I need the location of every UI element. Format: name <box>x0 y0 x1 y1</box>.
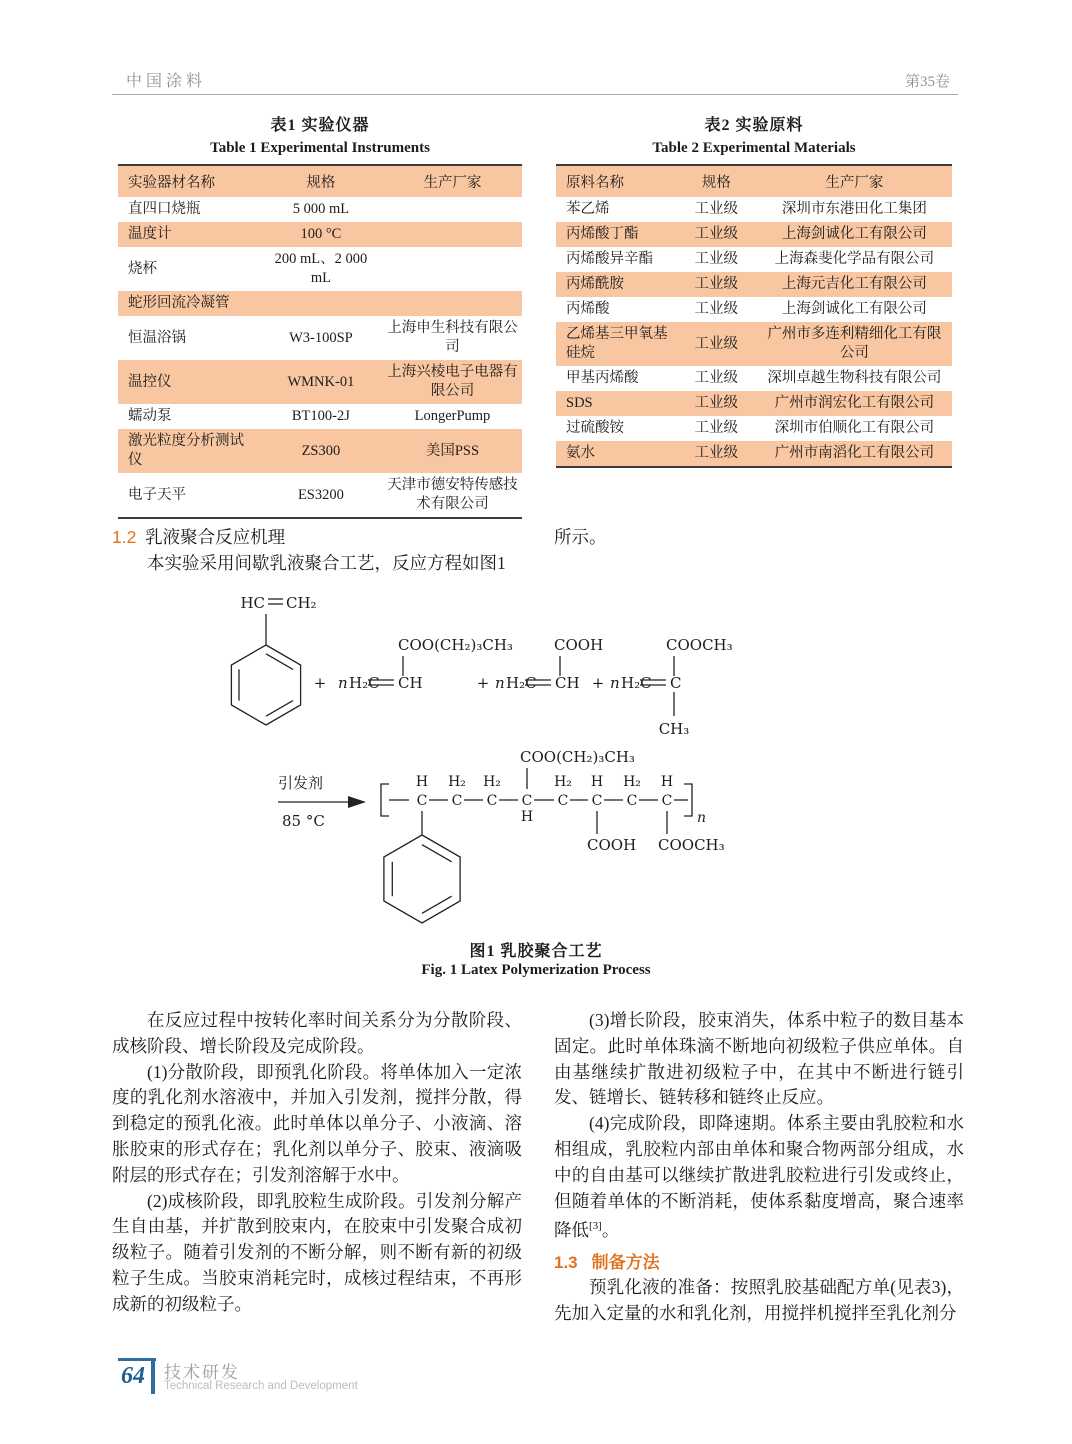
table-cell: 激光粒度分析测试仪 <box>118 429 259 473</box>
chem-label: C <box>451 793 463 809</box>
table-cell: 上海元吉化工有限公司 <box>757 272 952 297</box>
table-cell: 工业级 <box>676 322 757 366</box>
chem-label: H₂ <box>623 774 641 790</box>
table-cell: 电子天平 <box>128 486 186 503</box>
chem-label: H <box>520 809 534 825</box>
chem-label: CH <box>398 674 423 692</box>
left-column <box>112 1008 522 1327</box>
section-1-3-heading <box>554 1248 964 1273</box>
table-cell <box>259 291 383 316</box>
table-cell: 天津市德安特传感技术有限公司 <box>387 477 518 512</box>
table-cell: 广州市润宏化工有限公司 <box>757 391 952 416</box>
table-cell: 美国PSS <box>383 429 522 473</box>
table-cell: 100 °C <box>259 222 383 247</box>
methacrylate-monomer <box>610 636 733 738</box>
paragraph: (2)成核阶段，即乳胶粒生成阶段。引发剂分解产生自由基，并扩散到胶束内，在胶束中引发聚合成初级粒子。随着引发剂的不断分解，则不断有新的初级粒子生成。当胶束消耗完时，成核过程结束，不再形成新的初级粒子。 <box>112 1190 522 1314</box>
table-row <box>556 247 952 272</box>
right-column-intro <box>554 524 964 576</box>
section-number: 1.2 <box>112 527 137 547</box>
chem-label: n <box>495 674 505 692</box>
chem-label: H₂ <box>554 774 572 790</box>
table-cell: 温控仪 <box>118 360 259 404</box>
chem-label: CH <box>555 674 580 692</box>
table-row <box>556 416 952 441</box>
chem-label: C <box>416 793 428 809</box>
plus-sign: + <box>591 674 605 692</box>
chem-label: n <box>338 674 348 692</box>
paragraph: (1)分散阶段，即预乳化阶段。将单体加入一定浓度的乳化剂水溶液中，并加入引发剂，搅拌分散，得到稳定的预乳化液。此时单体以单分子、小液滴、溶胀胶束的形式存在；乳化剂以单分子、胶束、液滴吸附层的形式存在；引发剂溶解于水中。 <box>112 1061 522 1185</box>
table-cell: 广州市南滔化工有限公司 <box>757 441 952 467</box>
chem-label: CH₃ <box>658 720 690 738</box>
table-cell: 直四口烧瓶 <box>128 201 201 217</box>
chem-label: H <box>590 774 604 790</box>
table-row <box>118 429 522 473</box>
table-row <box>556 272 952 297</box>
chem-label: COOH <box>587 836 637 854</box>
chem-label: H <box>660 774 674 790</box>
temperature-label: 85 °C <box>282 812 325 830</box>
plus-sign: + <box>313 674 327 692</box>
table-header-cell: 规格 <box>259 165 383 197</box>
chem-label: H₂C <box>621 674 652 692</box>
styrene-structure <box>231 594 316 725</box>
table-row <box>118 473 522 518</box>
table-row <box>118 316 522 360</box>
chem-label: H₂ <box>483 774 501 790</box>
table-header-cell: 规格 <box>676 165 757 197</box>
table-row <box>556 322 952 366</box>
table-row <box>556 391 952 416</box>
table-cell: SDS <box>556 391 676 416</box>
table-cell <box>383 291 522 316</box>
table-cell: 乙烯基三甲氧基硅烷 <box>556 322 676 366</box>
footer-section-en: Technical Research and Development <box>164 1380 358 1392</box>
figure-caption-en: Fig. 1 Latex Polymerization Process <box>421 962 651 978</box>
table-row <box>556 222 952 247</box>
table-row <box>118 197 522 222</box>
table-cell <box>383 247 522 291</box>
chem-label: C <box>661 793 673 809</box>
table-row <box>556 366 952 391</box>
table-cell: ZS300 <box>259 429 383 473</box>
table-header-cell: 原料名称 <box>556 165 676 197</box>
paragraph-text: 。 <box>601 1220 620 1241</box>
table-header-row <box>556 165 952 197</box>
table-cell: 丙烯酸异辛酯 <box>566 251 653 267</box>
table-cell: 丙烯酰胺 <box>556 272 676 297</box>
chem-label: CH₂ <box>286 594 317 612</box>
figure-caption-cn: 图1 乳胶聚合工艺 <box>469 943 603 960</box>
table-cell: BT100-2J <box>291 408 350 424</box>
table1-title-en: Table 1 Experimental Instruments <box>210 140 430 156</box>
body-text <box>112 1008 964 1327</box>
citation-ref: [3] <box>589 1220 602 1233</box>
chem-label: COOCH₃ <box>658 836 725 854</box>
table2-title-cn: 表2 实验原料 <box>704 117 804 134</box>
table-row <box>556 197 952 222</box>
initiator-label: 引发剂 <box>278 774 324 792</box>
table-cell: WMNK-01 <box>259 360 383 404</box>
reaction-arrow <box>278 774 366 830</box>
table-cell: 苯乙烯 <box>566 201 610 217</box>
paragraph: 所示。 <box>554 527 607 547</box>
chem-label: C <box>486 793 498 809</box>
journal-name: 中国涂料 <box>126 73 207 90</box>
latex-polymerization-scheme <box>110 588 970 940</box>
table-cell: 氨水 <box>556 441 676 467</box>
chem-label: H₂C <box>506 674 537 692</box>
table-cell: 蛇形回流冷凝管 <box>118 291 259 316</box>
table-cell: 深圳市伯顺化工有限公司 <box>774 420 935 436</box>
figure-1 <box>110 588 970 945</box>
paragraph: 本实验采用间歇乳液聚合工艺，反应方程如图1 <box>147 553 506 573</box>
section-1-2 <box>112 524 964 576</box>
table-cell: 工业级 <box>676 391 757 416</box>
table-cell: 5 000 mL <box>292 201 350 217</box>
table-cell: 恒温浴锅 <box>128 329 186 346</box>
table-header-cell: 实验器材名称 <box>118 165 259 197</box>
paragraph: (3)增长阶段，胶束消失，体系中粒子的数目基本固定。此时单体珠滴不断地向初级粒子供应单体。自由基继续扩散进初级粒子中，在其中不断进行链引发、链增长、链转移和链终止反应。 <box>554 1010 964 1108</box>
table-header-cell: 生产厂家 <box>757 165 952 197</box>
table-cell: 烧杯 <box>128 260 157 277</box>
table-row <box>118 247 522 291</box>
table-cell: 上海剑诚化工有限公司 <box>757 222 952 247</box>
table-cell <box>383 222 522 247</box>
footer-section-cn: 技术研发 <box>164 1363 240 1382</box>
footer-bar <box>151 1358 155 1394</box>
table-cell: 上海剑诚化工有限公司 <box>781 301 927 317</box>
table-row <box>556 441 952 467</box>
chem-label: C <box>670 674 682 692</box>
volume-number: 第35卷 <box>905 74 951 90</box>
section-title: 制备方法 <box>591 1253 660 1272</box>
repeat-subscript: n <box>697 810 707 826</box>
chem-label: COO(CH₂)₃CH₃ <box>520 748 635 766</box>
table-row <box>118 360 522 404</box>
table-cell: 工业级 <box>676 272 757 297</box>
table-row <box>118 222 522 247</box>
chem-label: H₂C <box>349 674 380 692</box>
table-cell: 上海申生科技有限公司 <box>387 320 518 355</box>
table-cell: 深圳市东港田化工集团 <box>781 201 927 217</box>
chem-label: C <box>521 793 533 809</box>
table2 <box>556 164 952 468</box>
table-cell: 200 mL、2 000 mL <box>274 251 368 286</box>
table-cell: 过硫酸铵 <box>566 420 624 436</box>
table-row <box>556 297 952 322</box>
paragraph <box>554 1111 964 1244</box>
plus-sign: + <box>476 674 490 692</box>
paragraph-text: (4)完成阶段，即降速期。体系主要由乳胶粒和水相组成，乳胶粒内部由单体和聚合物两部分组成，水中的自由基可以继续扩散进乳胶粒进行引发或终止，但随着单体的不断消耗，使体系黏度增高，聚合速率降低 <box>554 1113 964 1241</box>
table2-title-en: Table 2 Experimental Materials <box>652 140 856 156</box>
table-cell: 温度计 <box>118 222 259 247</box>
chem-label: C <box>626 793 638 809</box>
paragraph: 预乳化液的准备：按照乳胶基础配方单(见表3)，先加入定量的水和乳化剂，用搅拌机搅拌至乳化剂分 <box>554 1277 964 1323</box>
table-cell <box>383 197 522 222</box>
paragraph: 在反应过程中按转化率时间关系分为分散阶段、成核阶段、增长阶段及完成阶段。 <box>112 1010 522 1056</box>
table-header-row <box>118 165 522 197</box>
chem-label: COOCH₃ <box>666 636 733 654</box>
page-number: 64 <box>121 1363 145 1389</box>
table-cell: 丙烯酸 <box>566 301 610 317</box>
table-cell: 蠕动泵 <box>128 408 172 424</box>
header-rule <box>112 94 958 95</box>
table-row <box>118 291 522 316</box>
table-row <box>118 404 522 429</box>
table-cell: 上海森斐化学品有限公司 <box>774 251 935 267</box>
chem-label: n <box>610 674 620 692</box>
chem-label: COOH <box>554 636 604 654</box>
table-cell: 工业级 <box>694 201 739 217</box>
chem-label: HC <box>240 594 265 612</box>
table-cell: ES3200 <box>297 486 344 503</box>
table-header-cell: 生产厂家 <box>383 165 522 197</box>
section-number: 1.3 <box>554 1253 578 1272</box>
table-cell: 工业级 <box>694 251 739 267</box>
table-cell: 工业级 <box>676 441 757 467</box>
section-1-2-heading <box>112 524 522 550</box>
table2-block <box>556 112 952 468</box>
left-column-intro <box>112 524 522 576</box>
table-cell: 工业级 <box>694 420 739 436</box>
table-cell: 甲基丙烯酸 <box>566 370 639 386</box>
right-column <box>554 1008 964 1327</box>
table-cell: 深圳卓越生物科技有限公司 <box>767 370 942 386</box>
table-cell: 工业级 <box>676 222 757 247</box>
table-cell: LongerPump <box>414 408 491 424</box>
polymer-chain <box>381 748 725 923</box>
table-cell: 上海兴棱电子电器有限公司 <box>383 360 522 404</box>
table-cell: W3-100SP <box>289 329 353 346</box>
section-title: 乳液聚合反应机理 <box>145 527 286 547</box>
table-cell: 丙烯酸丁酯 <box>556 222 676 247</box>
chem-label: COO(CH₂)₃CH₃ <box>398 636 513 654</box>
chem-label: H₂ <box>448 774 466 790</box>
table-cell: 工业级 <box>694 301 739 317</box>
table-cell: 工业级 <box>694 370 739 386</box>
table1-title-cn: 表1 实验仪器 <box>270 117 370 134</box>
chem-label: C <box>591 793 603 809</box>
chem-label: C <box>557 793 569 809</box>
table-cell: 广州市多连利精细化工有限公司 <box>757 322 952 366</box>
table1 <box>118 164 522 519</box>
chem-label: H <box>415 774 429 790</box>
table1-block <box>118 112 522 519</box>
